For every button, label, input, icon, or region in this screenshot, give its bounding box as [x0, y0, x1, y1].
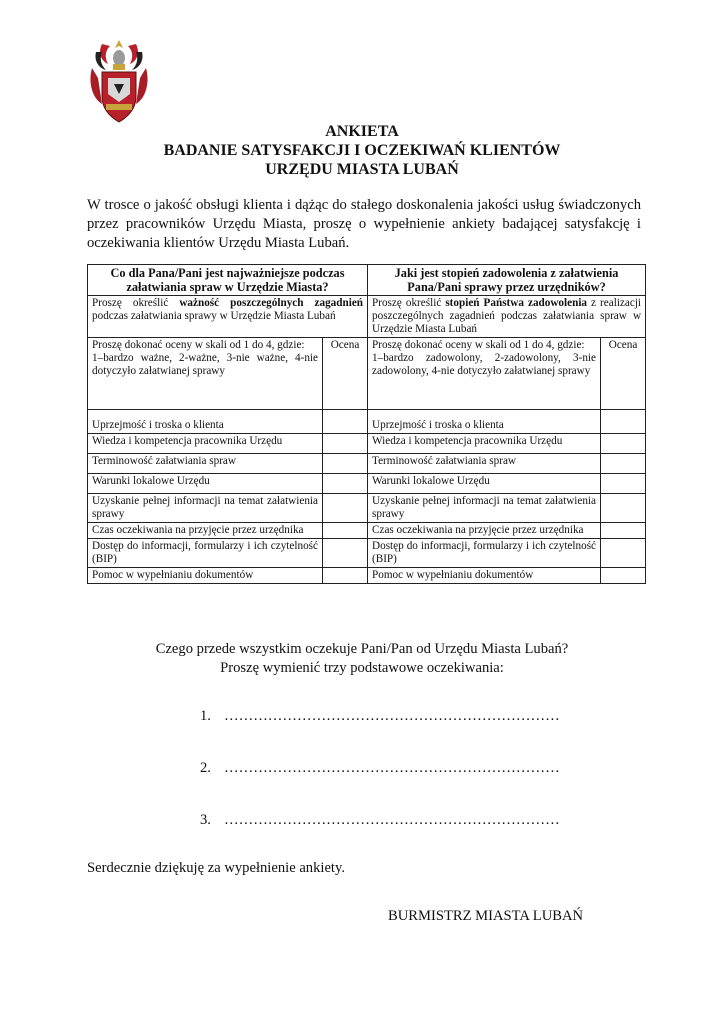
left-item: Pomoc w wypełnianiu dokumentów: [88, 568, 323, 584]
left-score-cell[interactable]: [323, 539, 368, 568]
left-item: Uprzejmość i troska o klienta: [88, 410, 323, 434]
coat-of-arms-logo: [88, 38, 150, 124]
left-score-cell[interactable]: [323, 410, 368, 434]
answer-line[interactable]: [200, 812, 560, 864]
title-line-3: URZĘDU MIASTA LUBAŃ: [265, 161, 459, 178]
thanks-note: Serdecznie dziękuję za wypełnienie ankiety.: [87, 860, 345, 876]
answer-number: 1.: [200, 708, 211, 724]
title-line-1: ANKIETA: [325, 123, 399, 140]
right-instruction: Proszę określić stopień Państwa zadowolenia z realizacji poszczególnych zagadnień podczas załatwiania spraw w Urzędzie Miasta Lubań: [368, 296, 646, 338]
left-item: Czas oczekiwania na przyjęcie przez urzędnika: [88, 523, 323, 539]
survey-table: [87, 264, 646, 584]
answer-list: [200, 708, 560, 864]
left-score-cell[interactable]: [323, 523, 368, 539]
answer-dotted-line: ……………………………………………………………: [224, 760, 560, 776]
right-score-cell[interactable]: [601, 568, 646, 584]
left-item: Uzyskanie pełnej informacji na temat załatwienia sprawy: [88, 494, 323, 523]
right-score-cell[interactable]: [601, 494, 646, 523]
right-item: Czas oczekiwania na przyjęcie przez urzędnika: [368, 523, 601, 539]
right-item: Terminowość załatwiania spraw: [368, 454, 601, 474]
right-score-cell[interactable]: [601, 539, 646, 568]
right-score-header: Ocena: [601, 338, 646, 410]
title-line-2: BADANIE SATYSFAKCJI I OCZEKIWAŃ KLIENTÓW: [163, 142, 561, 159]
right-item: Dostęp do informacji, formularzy i ich czytelność (BIP): [368, 539, 601, 568]
document-title: [0, 122, 724, 179]
right-score-cell[interactable]: [601, 410, 646, 434]
left-scale-description: Proszę dokonać oceny w skali od 1 do 4, gdzie: 1–bardzo ważne, 2-ważne, 3-nie ważne, 4-nie dotyczyło załatwianej sprawy: [88, 338, 323, 410]
left-score-cell[interactable]: [323, 568, 368, 584]
left-instruction: Proszę określić ważność poszczególnych zagadnień podczas załatwiania sprawy w Urzędzie Miasta Lubań: [88, 296, 368, 338]
left-item: Wiedza i kompetencja pracownika Urzędu: [88, 434, 323, 454]
answer-dotted-line: ……………………………………………………………: [224, 708, 560, 724]
left-score-cell[interactable]: [323, 474, 368, 494]
question-line-2: Proszę wymienić trzy podstawowe oczekiwania:: [220, 660, 504, 676]
left-score-cell[interactable]: [323, 434, 368, 454]
right-item: Uzyskanie pełnej informacji na temat załatwienia sprawy: [368, 494, 601, 523]
right-scale-description: Proszę dokonać oceny w skali od 1 do 4, gdzie: 1–bardzo zadowolony, 2-zadowolony, 3-nie zadowolony, 4-nie dotyczyło załatwianej sprawy: [368, 338, 601, 410]
right-item: Pomoc w wypełnianiu dokumentów: [368, 568, 601, 584]
right-item: Wiedza i kompetencja pracownika Urzędu: [368, 434, 601, 454]
left-item: Terminowość załatwiania spraw: [88, 454, 323, 474]
signature: BURMISTRZ MIASTA LUBAŃ: [388, 908, 584, 924]
right-item: Warunki lokalowe Urzędu: [368, 474, 601, 494]
answer-line[interactable]: [200, 760, 560, 812]
question-line-1: Czego przede wszystkim oczekuje Pani/Pan od Urzędu Miasta Lubań?: [155, 641, 569, 657]
left-column-header: Co dla Pana/Pani jest najważniejsze podczas załatwiania spraw w Urzędzie Miasta?: [88, 265, 368, 296]
right-score-cell[interactable]: [601, 474, 646, 494]
intro-paragraph: W trosce o jakość obsługi klienta i dążąc do stałego doskonalenia jakości usług świadczonych przez pracowników Urzędu Miasta, proszę o wypełnienie ankiety badającej satysfakcję i oczekiwania klientów Urzędu Miasta Lubań.: [87, 197, 641, 251]
answer-dotted-line: ……………………………………………………………: [224, 812, 560, 828]
right-item: Uprzejmość i troska o klienta: [368, 410, 601, 434]
left-score-cell[interactable]: [323, 494, 368, 523]
right-score-cell[interactable]: [601, 434, 646, 454]
right-score-cell[interactable]: [601, 454, 646, 474]
left-item: Dostęp do informacji, formularzy i ich czytelność (BIP): [88, 539, 323, 568]
answer-number: 2.: [200, 760, 211, 776]
left-item: Warunki lokalowe Urzędu: [88, 474, 323, 494]
answer-line[interactable]: [200, 708, 560, 760]
left-score-cell[interactable]: [323, 454, 368, 474]
left-score-header: Ocena: [323, 338, 368, 410]
right-column-header: Jaki jest stopień zadowolenia z załatwienia Pana/Pani sprawy przez urzędników?: [368, 265, 646, 296]
expectations-question: [0, 640, 724, 678]
answer-number: 3.: [200, 812, 211, 828]
right-score-cell[interactable]: [601, 523, 646, 539]
